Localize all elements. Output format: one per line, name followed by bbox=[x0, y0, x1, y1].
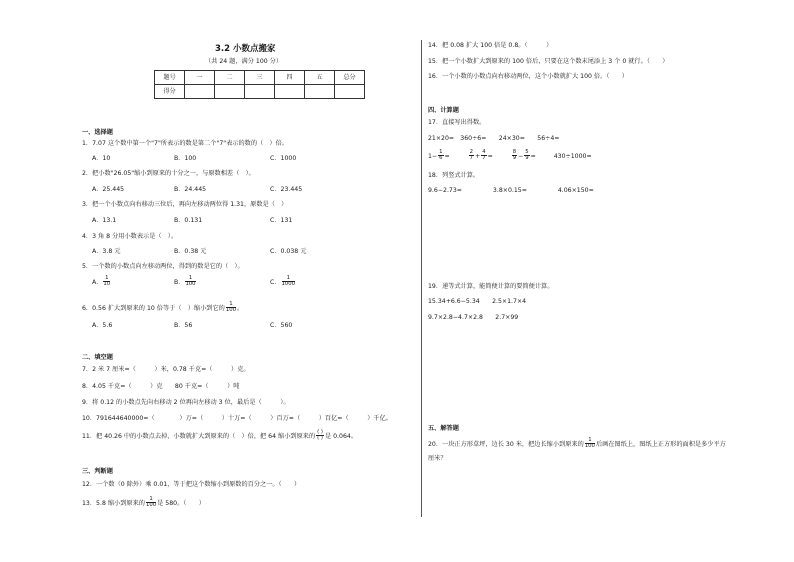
question-text: 8．4.05 千克=（ ）克 80 千克=（ ）吨 bbox=[82, 383, 240, 390]
option-b: B．0.38 元 bbox=[174, 248, 207, 255]
score-table-header-row bbox=[155, 71, 365, 85]
option-c: C．1000 bbox=[270, 155, 297, 162]
option-b bbox=[174, 276, 197, 288]
fraction: $\frac{4}{7}$ bbox=[482, 149, 486, 162]
option-c bbox=[270, 276, 296, 288]
calc-row: 21×20= 360÷6= 24×30= 56÷4= bbox=[428, 135, 560, 142]
question-text: 5．一个数的小数点向左移动两位，得到的数是它的（ ）。 bbox=[82, 263, 244, 270]
score-table bbox=[154, 70, 365, 99]
option-b: B．56 bbox=[174, 322, 193, 329]
section-heading: 五、解答题 bbox=[428, 425, 459, 432]
option-c: C．0.038 元 bbox=[270, 248, 307, 255]
score-table-score-row bbox=[155, 85, 365, 99]
score-input-cell[interactable] bbox=[275, 85, 305, 99]
calc-row: 9.6−2.73= 3.8×0.15= 4.06×150= bbox=[428, 187, 594, 194]
question-text: 4．3 角 8 分用小数表示是（ ）。 bbox=[82, 233, 178, 240]
option-a: A．5.6 bbox=[92, 322, 113, 329]
question-text: 15．把一个小数扩大到原来的 100 倍后，只要在这个数末尾添上 3 个 0 就行。（ ） bbox=[428, 58, 669, 65]
score-input-cell[interactable] bbox=[305, 85, 335, 99]
section-heading: 二、填空题 bbox=[82, 354, 113, 361]
question-text: 2．把小数"26.05"缩小到原来的十分之一，与原数相差（ ）。 bbox=[82, 170, 255, 177]
question-text: 10．791644640000=（ ）万=（ ）十万=（ ）百万=（ ）百亿=（ ）千亿。 bbox=[82, 415, 392, 422]
fraction: $\frac{1}{100}$ bbox=[584, 437, 595, 450]
question-text: 9．将 0.12 的小数点先向右移动 2 位再向左移动 3 位，最后是（ ）。 bbox=[82, 399, 290, 406]
score-input-cell[interactable] bbox=[335, 85, 365, 99]
option-label: A． bbox=[92, 278, 103, 286]
question-text: 19．递等式计算，能简便计算的要简便计算。 bbox=[428, 283, 554, 290]
score-input-cell[interactable] bbox=[245, 85, 275, 99]
option-label: C． bbox=[270, 278, 281, 286]
question-text: 16．一个小数的小数点向右移动两位，这个小数就扩大 100 倍。（ ） bbox=[428, 73, 628, 80]
column-divider bbox=[421, 40, 422, 517]
score-cell: 题号 bbox=[155, 71, 185, 85]
score-cell: 一 bbox=[185, 71, 215, 85]
fraction: $\frac{1}{10}$ bbox=[103, 275, 111, 288]
section-heading: 三、判断题 bbox=[82, 468, 113, 475]
question-text: 1．7.07 这个数中第一个"7"所表示的数是第二个"7"表示的数的（ ）倍。 bbox=[82, 140, 288, 147]
score-cell: 四 bbox=[275, 71, 305, 85]
score-cell: 总分 bbox=[335, 71, 365, 85]
question-text: 厘米？ bbox=[428, 455, 447, 462]
question-text: 14．把 0.08 扩大 100 倍是 0.8。（ ） bbox=[428, 42, 553, 49]
fraction: $\frac{1}{100}$ bbox=[146, 496, 157, 509]
question-text: 13．5.8 缩小到原来的 $\frac{1}{100}$ 是 580。（ ） bbox=[82, 496, 205, 509]
option-c: C．131 bbox=[270, 217, 293, 224]
score-cell: 二 bbox=[215, 71, 245, 85]
option-b: B．0.131 bbox=[174, 217, 203, 224]
section-heading: 四、计算题 bbox=[428, 107, 459, 114]
fraction: $\frac{1}{1000}$ bbox=[281, 275, 295, 288]
question-text: 20．一块正方形草坪，边长 30 米，把边长缩小到原来的 $\frac{1}{100}$ 后画在图纸上，图纸上正方形的面积是多少平方 bbox=[428, 437, 726, 450]
question-text: 6．0.56 扩大到原来的 10 倍等于（ ）缩小到它的 $\frac{1}{100}$ 。 bbox=[82, 301, 244, 314]
score-cell: 五 bbox=[305, 71, 335, 85]
question-text: 11．把 40.26 中的小数点去掉，小数就扩大到原来的（ ）倍，把 64 缩小到原来的 $\frac{( )}{( )}$ 是 0.064。 bbox=[82, 429, 358, 442]
option-label: B． bbox=[174, 278, 185, 286]
calc-row: 9.7×2.8−4.7×2.8 2.7×99 bbox=[428, 314, 519, 321]
option-a: A．3.8 元 bbox=[92, 248, 121, 255]
fraction: $\frac{8}{9}$ bbox=[512, 149, 517, 162]
question-text: 3．把一个小数点向右移动三位后，再向左移动两位得 1.31，原数是（ ） bbox=[82, 201, 288, 208]
question-text: 18．列竖式计算。 bbox=[428, 172, 480, 179]
fraction: $\frac{1}{100}$ bbox=[225, 301, 236, 314]
section-heading: 一、选择题 bbox=[82, 129, 113, 136]
question-text: 17．直接写出得数。 bbox=[428, 119, 486, 126]
page-subtitle: （共 24 题，满分 100 分） bbox=[205, 58, 283, 65]
score-input-cell[interactable] bbox=[215, 85, 245, 99]
fraction: $\frac{( )}{( )}$ bbox=[317, 429, 323, 442]
fraction: $\frac{1}{100}$ bbox=[185, 275, 196, 288]
score-input-cell[interactable] bbox=[185, 85, 215, 99]
option-a: A．25.445 bbox=[92, 186, 125, 193]
calc-row: 1− $\frac{1}{6}$ = $\frac{2}{7}$ + $\frac{4}{7}$ = $\frac{8}{9}$ − $\frac{5}{9}$ = 430÷1000= bbox=[428, 149, 592, 162]
page-title: 3.2 小数点搬家 bbox=[215, 44, 276, 54]
calc-row: 15.34+6.6−5.34 2.5×1.7×4 bbox=[428, 298, 527, 305]
option-a: A．13.1 bbox=[92, 217, 117, 224]
option-c: C．23.445 bbox=[270, 186, 303, 193]
fraction: $\frac{2}{7}$ bbox=[469, 149, 473, 162]
fraction: $\frac{5}{9}$ bbox=[525, 149, 529, 162]
question-text: 7．2 米 7 厘米=（ ）米，0.78 千克=（ ）克。 bbox=[82, 366, 250, 373]
option-a: A．10 bbox=[92, 155, 111, 162]
question-text: 12．一个数（0 除外）乘 0.01，等于把这个数缩小到原数的百分之一。（ ） bbox=[82, 481, 301, 488]
option-c: C．560 bbox=[270, 322, 293, 329]
option-b: B．100 bbox=[174, 155, 197, 162]
option-a bbox=[92, 276, 111, 288]
fraction: $\frac{1}{6}$ bbox=[439, 149, 443, 162]
score-cell: 三 bbox=[245, 71, 275, 85]
score-cell: 得分 bbox=[155, 85, 185, 99]
option-b: B．24.445 bbox=[174, 186, 207, 193]
